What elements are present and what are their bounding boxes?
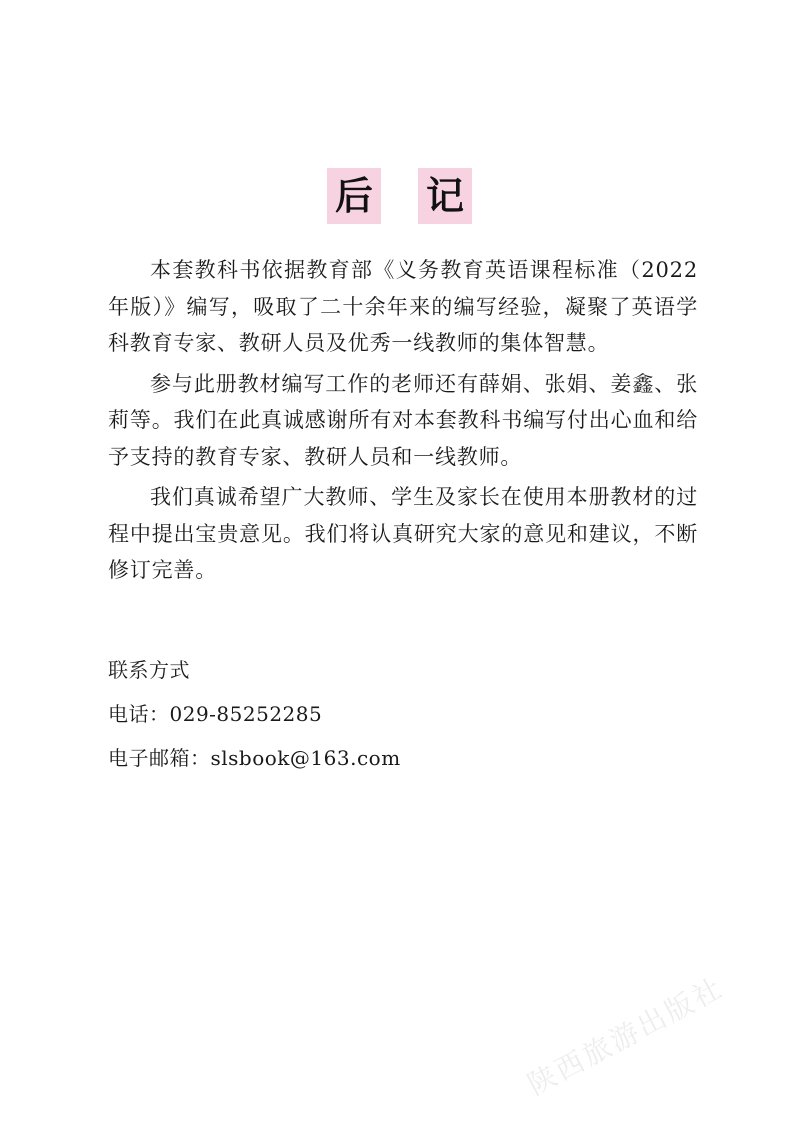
title-char-ji: 记 <box>418 168 472 224</box>
page-title <box>0 168 800 226</box>
paragraph-basis: 本套教科书依据教育部《义务教育英语课程标准（2022年版）》编写，吸取了二十余年来的编写经验，凝聚了英语学科教育专家、教研人员及优秀一线教师的集体智慧。 <box>108 258 698 355</box>
contact-email: 电子邮箱：slsbook@163.com <box>108 746 401 770</box>
afterword-body <box>108 252 698 593</box>
publisher-watermark: 陕西旅游出版社 <box>522 970 730 1102</box>
contact-phone: 电话：029-85252285 <box>108 702 323 726</box>
contact-section <box>108 648 698 780</box>
contact-heading: 联系方式 <box>108 658 190 682</box>
paragraph-feedback: 我们真诚希望广大教师、学生及家长在使用本册教材的过程中提出宝贵意见。我们将认真研究大家的意见和建议，不断修订完善。 <box>108 485 698 582</box>
title-char-hou: 后 <box>327 168 381 224</box>
paragraph-acknowledgement: 参与此册教材编写工作的老师还有薛娟、张娟、姜鑫、张莉等。我们在此真诚感谢所有对本套教科书编写付出心血和给予支持的教育专家、教研人员和一线教师。 <box>108 371 698 469</box>
